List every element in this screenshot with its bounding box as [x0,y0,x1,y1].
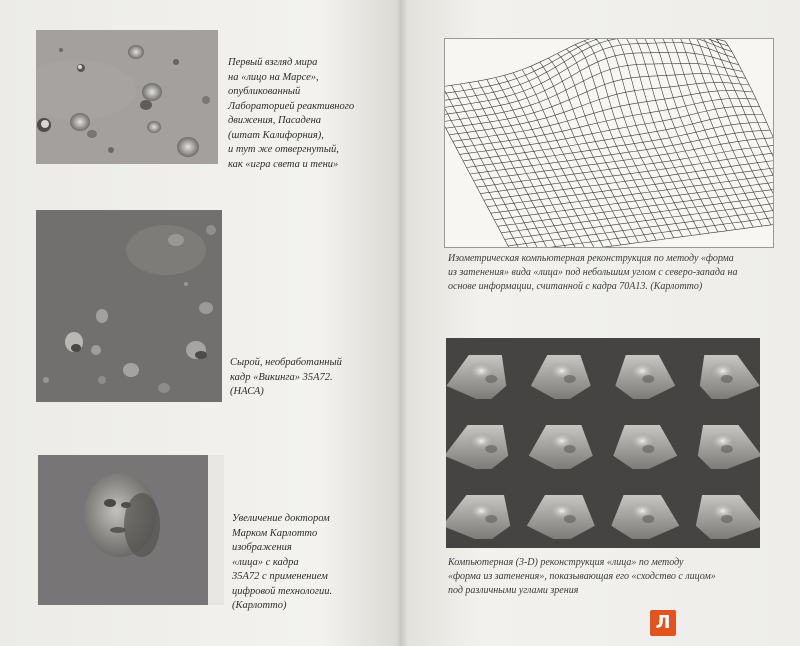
caption-first-look [228,56,354,172]
figure-3d-reconstruction-grid [446,338,760,548]
reconstruction-tile [446,495,510,539]
reconstruction-tile [611,495,679,539]
photo-viking-raw-frame [36,210,222,402]
caption-line: «форма из затенения», показывающая его «сходство с лицом» [448,571,716,582]
caption-line: кадр «Викинга» 35А72. [230,371,333,383]
caption-line: «лица» с кадра [232,556,299,568]
caption-line: и тут же отвергнутый, [228,144,339,155]
caption-line: Лабораторией реактивного [228,100,355,112]
caption-line: Увеличение доктором [232,513,330,524]
photo-mars-face-first-look [36,30,218,164]
reconstruction-tile [615,355,675,399]
publisher-logo-letter: Л [655,612,671,633]
caption-line: изображения [232,542,292,553]
publisher-logo [650,610,676,636]
reconstruction-tile [446,425,508,469]
photo-face-enlargement [38,455,224,605]
reconstruction-tile [531,355,591,399]
caption-line: Компьютерная (3-D) реконструкция «лица» по методу [448,557,684,568]
caption-3d-reconstruction [448,556,716,598]
caption-line: на «лицо на Марсе», [228,71,319,83]
caption-line: движения, Пасадена [228,115,322,126]
caption-line: 35А72 с применением [232,571,328,582]
caption-line: основе информации, считанной с кадра 70А13. (Карлотто) [448,281,703,292]
caption-line: Марком Карлотто [232,527,318,539]
reconstruction-tile [529,425,593,469]
caption-line: цифровой технологии. [232,585,333,597]
figure-isometric-wireframe [444,38,774,248]
reconstruction-tile [700,355,760,399]
caption-line: Первый взгляд мира [228,57,318,68]
wireframe-mesh [445,39,773,247]
reconstruction-tile [698,425,760,469]
caption-line: Сырой, необработанный [230,357,342,368]
caption-viking-raw [230,356,342,400]
caption-line: (Карлотто) [232,600,287,611]
reconstruction-tile [446,355,506,399]
right-page [400,0,800,646]
reconstruction-tile [613,425,677,469]
caption-face-enlargement [232,512,332,614]
caption-line: (штат Калифорния), [228,129,324,141]
reconstruction-tile [527,495,595,539]
caption-line: опубликованный [228,86,301,97]
caption-line: под различными углами зрения [448,585,579,596]
caption-line: (НАСА) [230,386,264,397]
caption-line: как «игра света и тени» [228,158,339,170]
caption-isometric [448,252,737,294]
caption-line: из затенения» вида «лица» под небольшим углом с северо-запада на [448,267,738,278]
caption-line: Изометрическая компьютерная реконструкция по методу «форма [448,253,734,264]
reconstruction-tile [696,495,760,539]
